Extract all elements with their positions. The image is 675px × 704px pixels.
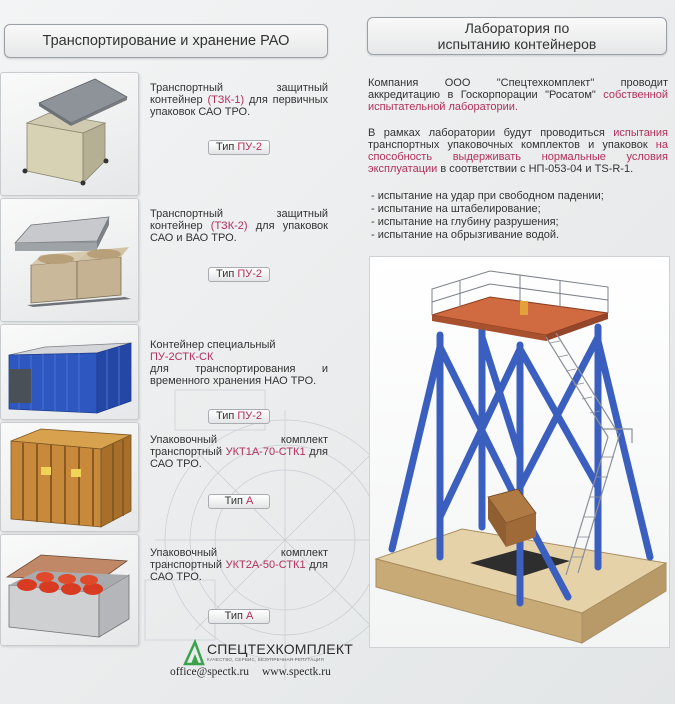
- test-item: - испытание на глубину разрушения;: [371, 216, 559, 228]
- company-email-link[interactable]: office@spectk.ru: [170, 666, 250, 678]
- product-code: УКТ2А-50-СТК1: [225, 559, 306, 571]
- container-tzk2-icon: [1, 199, 140, 323]
- lab-p2-highlight-a: испытания: [613, 127, 668, 139]
- product-code: ПУ-2СТК-СК: [150, 351, 214, 363]
- lab-p2-text-b: транспортных упаковочных комплектов и упаковок: [368, 139, 648, 151]
- product-name: Транспортный защитный контейнер: [150, 208, 328, 232]
- product-code: УКТ1А-70-СТК1: [225, 446, 306, 458]
- product-desc-ukt1a: [150, 434, 328, 470]
- type-value: А: [246, 495, 254, 507]
- type-prefix: Тип: [224, 610, 243, 622]
- product-image-ukt2a: [0, 534, 139, 646]
- product-purpose: для транспортирования и временного хранения НАО ТРО.: [150, 363, 328, 387]
- lab-p2-text-c: в соответствии с НП-053-04 и TS-R-1.: [440, 163, 634, 175]
- product-desc-ukt2a: [150, 547, 328, 583]
- product-desc-tzk1: [150, 82, 328, 118]
- company-website-link[interactable]: www.spectk.ru: [262, 666, 331, 678]
- company-tagline: КАЧЕСТВО, СЕРВИС, БЕЗУПРЕЧНАЯ РЕПУТАЦИЯ: [207, 657, 324, 662]
- lab-p2-highlight-b: на способность выдерживать: [368, 139, 668, 163]
- product-name: Упаковочный комплект транспортный: [150, 547, 328, 571]
- right-section-title-text: Лаборатория по испытанию контейнеров: [437, 20, 597, 52]
- product-type-badge: [208, 267, 270, 282]
- test-item: - испытание на штабелирование;: [371, 203, 541, 215]
- container-ukt1a-icon: [1, 423, 140, 533]
- right-section-title: [367, 17, 667, 55]
- lab-p1-highlight: собственной испытательной лаборатории.: [368, 89, 668, 113]
- product-type-badge: [208, 140, 270, 155]
- product-desc-tzk2: [150, 208, 328, 244]
- type-value: ПУ-2: [237, 268, 263, 280]
- container-pu2stk-icon: [1, 325, 140, 421]
- product-purpose: для САО ТРО.: [150, 446, 329, 470]
- background-drawing: [135, 380, 375, 680]
- lab-p2-highlight-c: нормальные условия эксплуатации: [368, 151, 668, 175]
- container-ukt2a-icon: [1, 535, 140, 647]
- product-code: (ТЗК-2): [210, 220, 248, 232]
- lab-paragraph-1: [368, 77, 668, 113]
- container-tzk1-icon: [1, 73, 140, 197]
- type-prefix: Тип: [215, 268, 235, 280]
- lab-p1-text: Компания ООО "Спецтехкомплект" проводит аккредитацию в Госкорпорации "Росатом": [368, 77, 668, 101]
- test-tower-illustration: [369, 256, 670, 648]
- test-item: - испытание на обрызгивание водой.: [371, 229, 560, 241]
- product-purpose: для упаковок САО и ВАО ТРО.: [150, 220, 328, 244]
- product-name: Контейнер специальный: [150, 339, 276, 351]
- product-purpose: для САО ТРО.: [150, 559, 329, 583]
- lab-p2-text-a: В рамках лаборатории будут проводиться: [368, 127, 605, 139]
- type-prefix: Тип: [215, 410, 235, 422]
- product-type-badge: [208, 609, 270, 624]
- product-image-tzk2: [0, 198, 139, 322]
- drop-test-tower-icon: [370, 257, 669, 647]
- type-prefix: Тип: [224, 495, 243, 507]
- product-code: (ТЗК-1): [207, 94, 245, 106]
- product-image-ukt1a: [0, 422, 139, 532]
- product-name: Транспортный защитный контейнер: [150, 82, 328, 106]
- test-item: - испытание на удар при свободном падении;: [371, 190, 604, 202]
- product-image-tzk1: [0, 72, 139, 196]
- product-image-pu2stk: [0, 324, 139, 420]
- company-name: СПЕЦТЕХКОМПЛЕКТ: [207, 641, 353, 657]
- left-section-title-text: Транспортирование и хранение РАО: [42, 33, 290, 49]
- type-prefix: Тип: [215, 141, 235, 153]
- type-value: А: [246, 610, 254, 622]
- product-type-badge: [208, 409, 270, 424]
- lab-paragraph-2: [368, 127, 668, 175]
- product-desc-pu2stk: [150, 339, 328, 387]
- left-section-title: [4, 24, 328, 58]
- type-value: ПУ-2: [237, 141, 263, 153]
- product-purpose: для первичных упаковок САО ТРО.: [150, 94, 329, 118]
- type-value: ПУ-2: [237, 410, 263, 422]
- product-type-badge: [208, 494, 270, 509]
- product-name: Упаковочный комплект транспортный: [150, 434, 328, 458]
